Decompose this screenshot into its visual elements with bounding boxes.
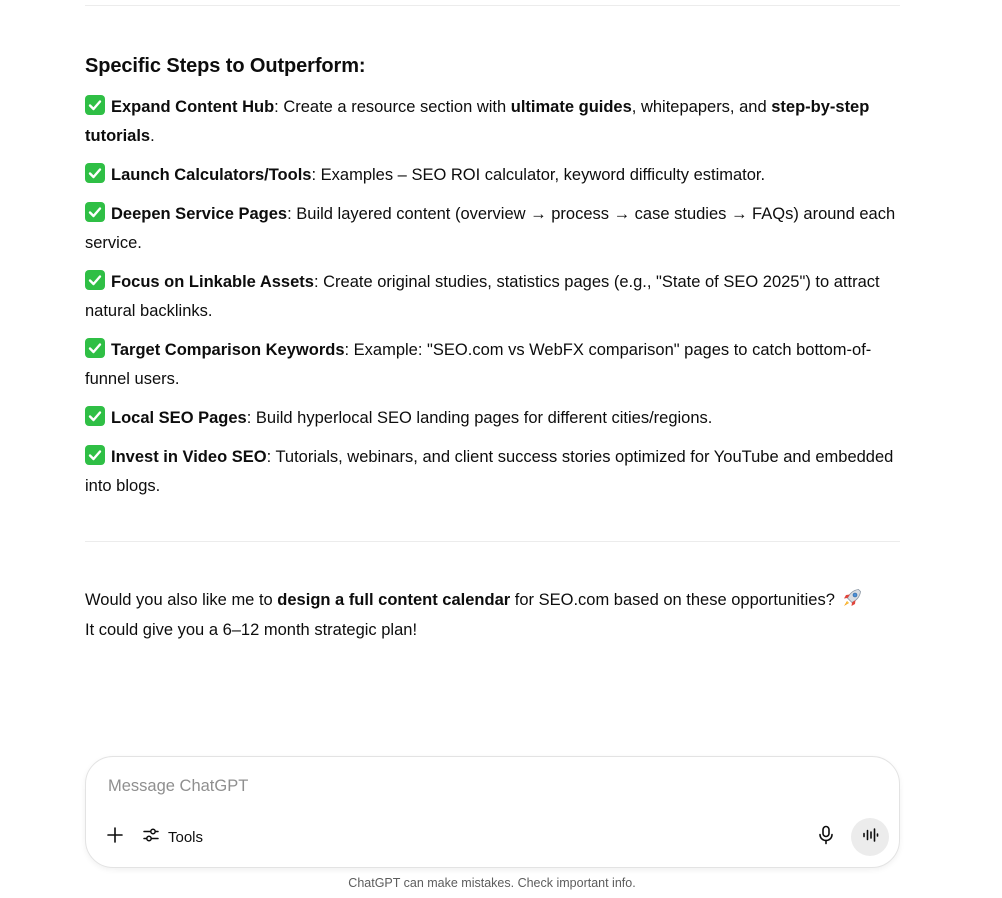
check-icon xyxy=(85,406,105,426)
closing-paragraph: Would you also like me to design a full content calendar for SEO.com based on these opportunities? It could give you a 6–12 month strategic plan! xyxy=(85,585,900,645)
check-icon xyxy=(85,202,105,222)
divider-middle xyxy=(85,541,900,542)
step-item: Target Comparison Keywords: Example: "SEO.com vs WebFX comparison" pages to catch bottom-of-funnel users. xyxy=(85,336,900,394)
step-title: Expand Content Hub xyxy=(111,98,275,116)
step-item: Invest in Video SEO: Tutorials, webinars, and client success stories optimized for YouTube and embedded into blogs. xyxy=(85,443,900,501)
disclaimer: ChatGPT can make mistakes. Check important info. xyxy=(348,876,636,890)
step-item: Deepen Service Pages: Build layered content (overview → process → case studies → FAQs) around each service. xyxy=(85,200,900,258)
check-icon xyxy=(85,95,105,115)
step-title: Target Comparison Keywords xyxy=(111,341,345,359)
mic-icon xyxy=(817,825,835,850)
check-icon xyxy=(85,338,105,358)
check-icon xyxy=(85,445,105,465)
message-input[interactable] xyxy=(108,777,808,796)
message-composer xyxy=(85,756,900,868)
tools-button[interactable] xyxy=(142,823,203,851)
voice-mode-button[interactable] xyxy=(851,818,889,856)
step-title: Invest in Video SEO xyxy=(111,448,267,466)
step-title: Local SEO Pages xyxy=(111,409,247,427)
tools-icon xyxy=(142,826,160,848)
step-title: Deepen Service Pages xyxy=(111,205,288,223)
voice-mode-icon xyxy=(861,826,879,849)
section-title: Specific Steps to Outperform: xyxy=(85,55,366,77)
divider-top xyxy=(85,5,900,6)
check-icon xyxy=(85,163,105,183)
step-item: Focus on Linkable Assets: Create original studies, statistics pages (e.g., "State of SEO 2025") to attract natural backlinks. xyxy=(85,268,900,326)
dictate-button[interactable] xyxy=(814,825,838,849)
rocket-icon xyxy=(841,587,863,609)
step-item: Expand Content Hub: Create a resource section with ultimate guides, whitepapers, and step-by-step tutorials. xyxy=(85,93,900,151)
step-item: Local SEO Pages: Build hyperlocal SEO landing pages for different cities/regions. xyxy=(85,404,900,433)
plus-icon xyxy=(106,826,124,849)
add-attachment-button[interactable] xyxy=(103,825,127,849)
steps-list xyxy=(85,93,900,511)
step-title: Launch Calculators/Tools xyxy=(111,166,312,184)
tools-label: Tools xyxy=(168,828,204,846)
step-item: Launch Calculators/Tools: Examples – SEO ROI calculator, keyword difficulty estimator. xyxy=(85,161,900,190)
check-icon xyxy=(85,270,105,290)
step-title: Focus on Linkable Assets xyxy=(111,273,314,291)
